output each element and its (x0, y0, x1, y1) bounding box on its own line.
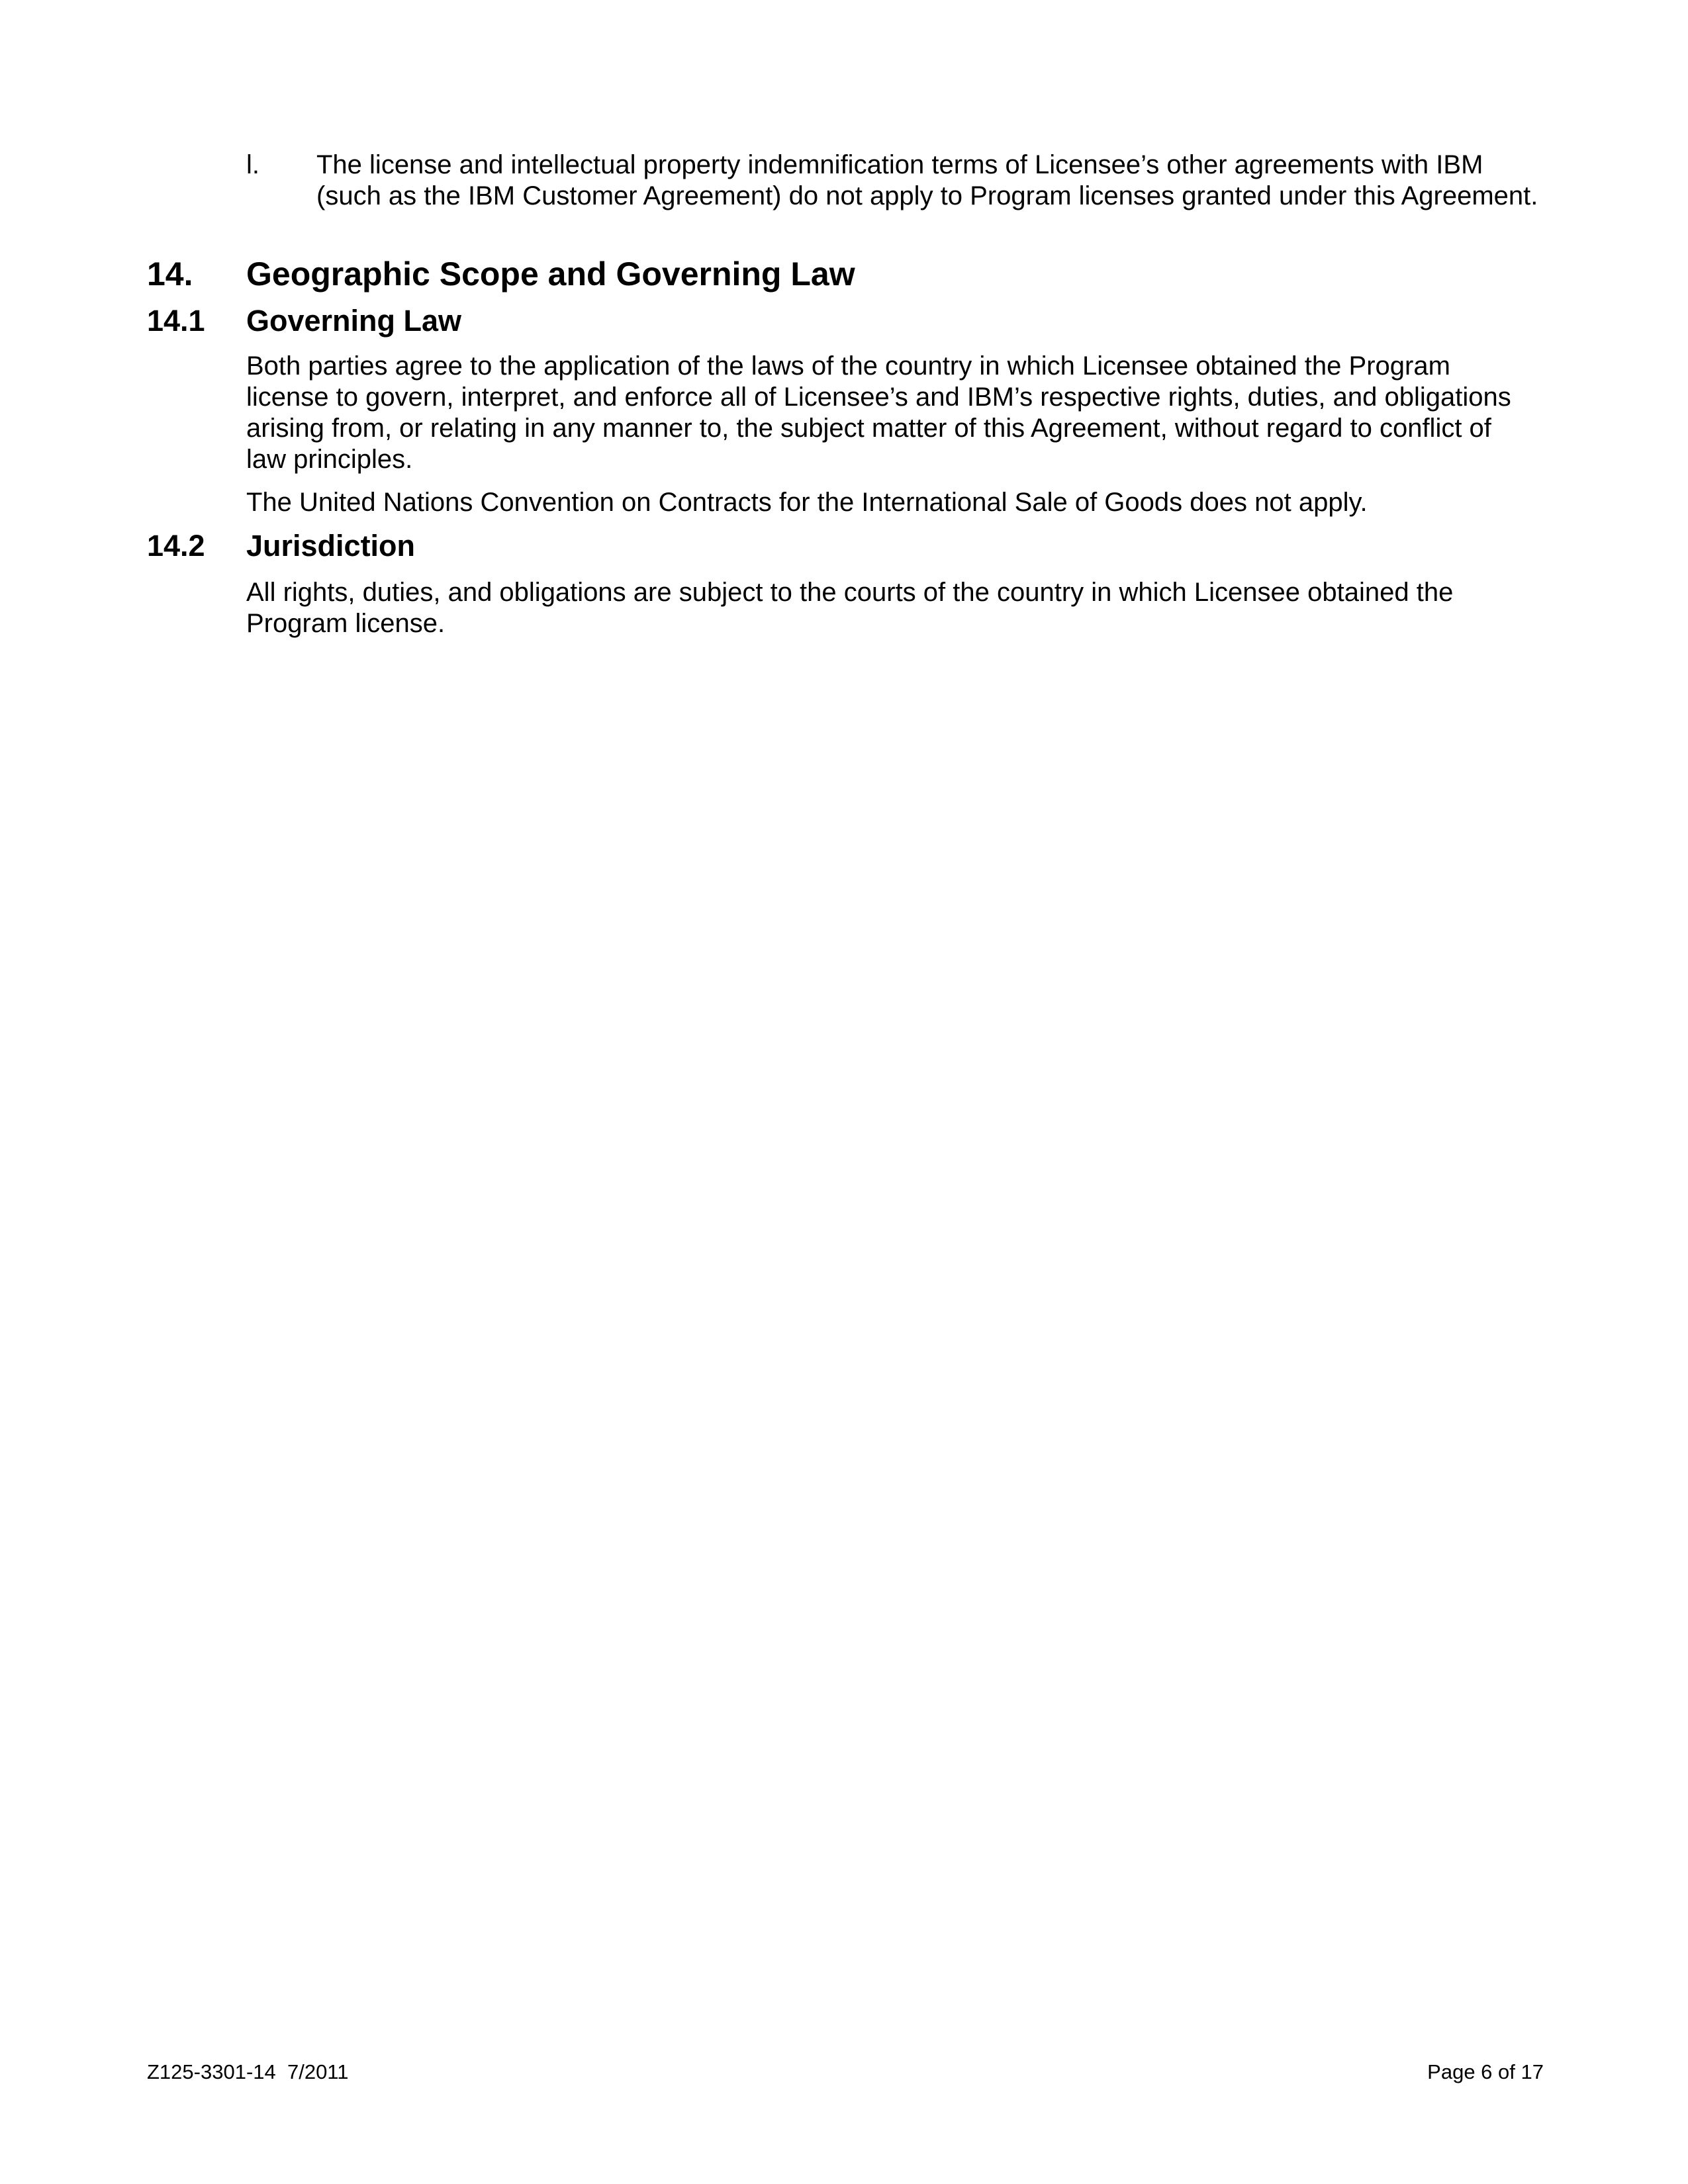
section-14-number: 14. (147, 255, 193, 293)
section-14-1-title: Governing Law (246, 304, 462, 338)
footer-page-number: Page 6 of 17 (1427, 2060, 1544, 2083)
governing-law-paragraph-1: Both parties agree to the application of the laws of the country in which Licensee obtained the Program license to govern, interpret, and enforce all of Licensee’s and IBM’s respective rights, duties, and obligations arising from, or relating in any manner to, the subject matter of this Agreement, without regard to conflict of law principles. (246, 351, 1511, 474)
governing-law-paragraph-2: The United Nations Convention on Contracts for the International Sale of Goods does not apply. (246, 488, 1368, 517)
section-14-2-number: 14.2 (147, 529, 205, 563)
section-14-2-title: Jurisdiction (246, 529, 416, 563)
section-14-title: Geographic Scope and Governing Law (246, 255, 855, 293)
jurisdiction-paragraph: All rights, duties, and obligations are subject to the courts of the country in which Licensee obtained the Program license. (246, 578, 1454, 638)
list-item-marker: l. (246, 150, 259, 179)
section-14-1-number: 14.1 (147, 304, 205, 338)
footer-doc-id: Z125-3301-14 7/2011 (147, 2060, 349, 2083)
list-item-text: The license and intellectual property indemnification terms of Licensee’s other agreements with IBM (such as the IBM Customer Agreement) do not apply to Program licenses granted under this Agreement. (316, 150, 1538, 210)
